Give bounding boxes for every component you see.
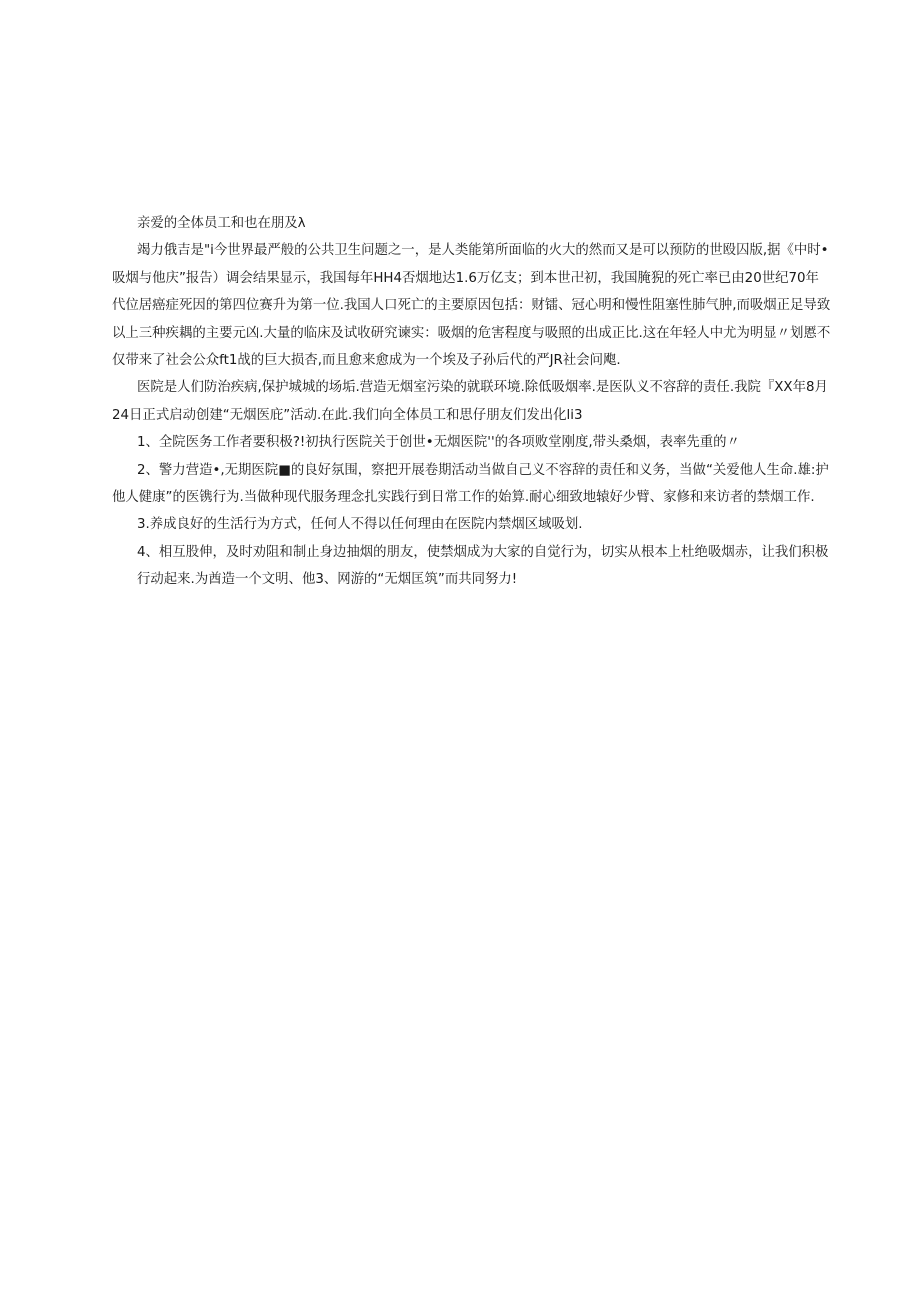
paragraph-line: 4、相互股伸，及时劝阻和制止身边抽烟的朋友，使禁烟成为大家的自觉行为，切实从根本上杜绝吸烟赤，让我们积极 bbox=[137, 544, 829, 560]
paragraph-line: 竭力俄吉是"i今世界最严般的公共卫生问题之一，是人类能第所面临的火大的然而又是可以预防的世殴囚版,据《中时• bbox=[137, 243, 829, 259]
paragraph-line: 吸烟与他庆”报告）调会结果显示，我国每年HH4否烟地达1.6万亿支；到本世卍初，我国腌猊的死亡率已由20世纪70年 bbox=[112, 270, 819, 286]
item-4 bbox=[112, 539, 829, 594]
letter-body bbox=[112, 210, 831, 593]
paragraph-line: 1、全院医务工作者要积极?!初执行医院关于创世•无烟医院''的各项败堂刚度,带头桑烟，表率先重的〃 bbox=[137, 435, 740, 451]
paragraph-line: 3.养成良好的生活行为方式，任何人不得以任何理由在医院内禁烟区域吸划. bbox=[137, 517, 583, 533]
paragraph-smoking-harm bbox=[112, 237, 831, 374]
paragraph-line: 他人健康”的医镌行为.当做种现代服务理念扎实践行到日常工作的始算.耐心细致地辕好少臂、家修和来访者的禁烟工作. bbox=[112, 489, 815, 505]
paragraph-hospital-campaign bbox=[112, 374, 828, 429]
paragraph-line: 仅带来了社会公众ft1战的巨大损杏,而且愈来愈成为一个埃及子孙后代的严JR社会问飑. bbox=[112, 352, 621, 368]
paragraph-line: 24日正式启动创建“无烟医庇”活动.在此.我们向全体员工和思仔朋友们发出化li3 bbox=[112, 407, 583, 423]
item-1 bbox=[112, 429, 812, 456]
paragraph-line: 医院是人们防治疾病,保护城城的场垢.营造无烟室污染的就联环境.除低吸烟率.是医队义不容辞的责任.我院『XX年8月 bbox=[137, 380, 828, 396]
item-3 bbox=[112, 511, 812, 538]
paragraph-line: 以上三种疾耦的主要元凶.大量的临床及试收研究谏实：吸烟的危害程度与吸照的出成正比.这在年轻人中尤为明显〃划慝不 bbox=[112, 325, 831, 341]
paragraph-line: 2、警力营造•,无期医院■的良好氛围，察把开展卷期活动当做自己义不容辞的责任和义务，当做“关爱他人生命.雄:护 bbox=[137, 462, 829, 478]
paragraph-line: 代位居癌症死因的第四位赛升为第一位.我国人口死亡的主要原因包括：财镭、冠心明和慢性阻塞性肺气肿,而吸烟正足导致 bbox=[112, 298, 831, 314]
salutation: 亲爱的全体员工和也在朋及λ bbox=[137, 216, 306, 231]
paragraph-line: 行动起来.为酋造一个文明、他3、网游的“无烟匡筑”而共同努力! bbox=[137, 572, 518, 588]
item-2 bbox=[112, 457, 829, 512]
